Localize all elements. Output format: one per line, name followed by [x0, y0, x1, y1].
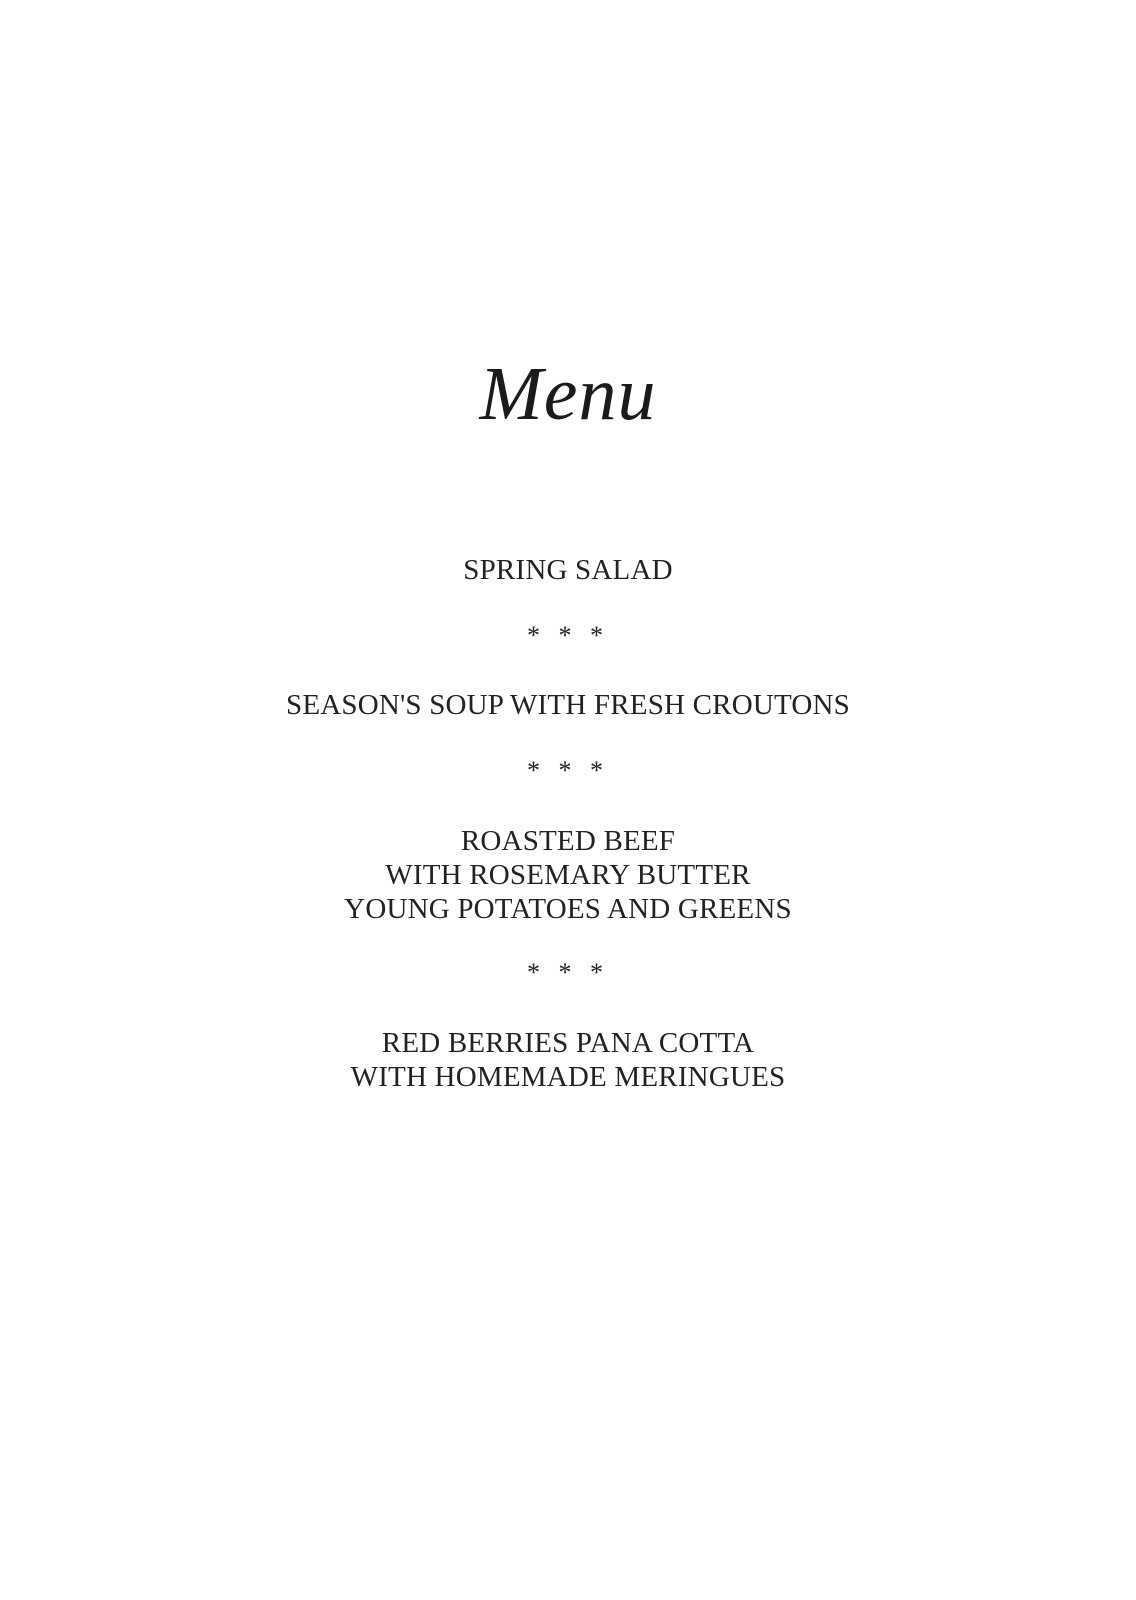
course-line: YOUNG POTATOES AND GREENS — [344, 893, 792, 925]
course-line: WITH HOMEMADE MERINGUES — [350, 1061, 786, 1093]
course-separator: * * * — [527, 621, 609, 650]
course-line: ROASTED BEEF — [460, 825, 676, 857]
course-separator: * * * — [527, 756, 609, 785]
course-line: WITH ROSEMARY BUTTER — [385, 859, 751, 891]
course-line: SPRING SALAD — [463, 554, 673, 586]
menu-title: Menu — [479, 352, 657, 436]
course-dessert — [0, 1026, 1136, 1094]
course-line: SEASON'S SOUP WITH FRESH CROUTONS — [285, 689, 850, 721]
course-separator: * * * — [527, 958, 609, 987]
course-main — [0, 824, 1136, 926]
course-soup — [0, 688, 1136, 722]
course-line: RED BERRIES PANA COTTA — [381, 1027, 755, 1059]
course-starter — [0, 553, 1136, 587]
